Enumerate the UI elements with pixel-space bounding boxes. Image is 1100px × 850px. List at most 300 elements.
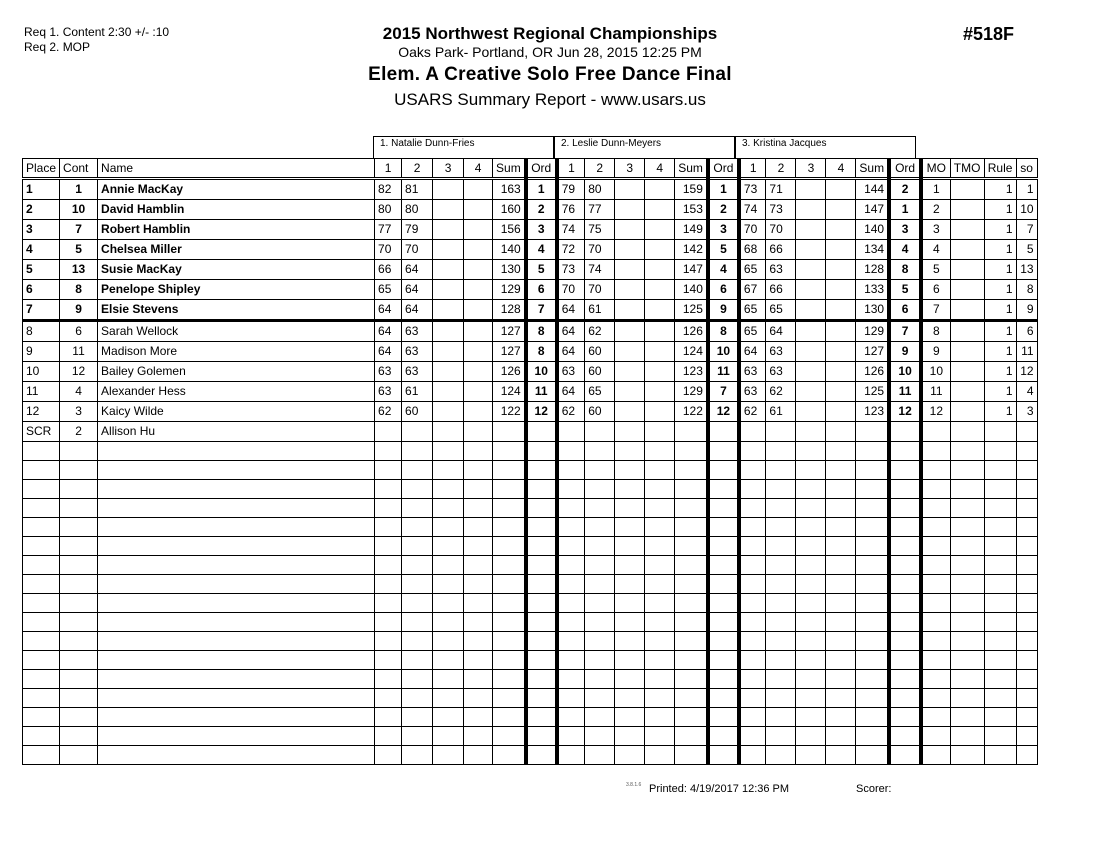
judge1-sum-cell: 140 [493,240,526,260]
judge3-sum-cell: 129 [856,321,889,342]
contestant-number-cell [60,632,98,651]
judge1-score1-cell [375,461,402,480]
judge2-score3-cell [615,300,645,321]
judge1-sum-cell [493,556,526,575]
tmo-cell [950,402,984,422]
place-cell [23,575,60,594]
judge1-ordinal-cell: 12 [526,402,557,422]
judge3-score2-cell: 65 [766,300,796,321]
judge3-score3-cell [796,689,826,708]
tmo-cell [950,240,984,260]
so-cell [1016,708,1037,727]
tmo-cell [950,280,984,300]
judge3-score4-cell [826,575,856,594]
judge1-sum-cell: 124 [493,382,526,402]
judge2-score1-cell: 72 [557,240,585,260]
place-cell [23,537,60,556]
judge1-ordinal-cell [526,575,557,594]
skater-name-cell [98,632,375,651]
place-cell [23,632,60,651]
judge3-sum-cell: 140 [856,220,889,240]
judge3-sum-cell [856,442,889,461]
judge3-score1-cell [739,708,766,727]
mo-cell [921,727,950,746]
judge3-score1-cell [739,537,766,556]
contestant-number-cell [60,746,98,765]
judge2-score4-cell [645,342,675,362]
judge1-score4-cell [464,422,493,442]
mo-cell [921,632,950,651]
judge2-score1-cell: 63 [557,362,585,382]
judge3-score1-cell: 73 [739,179,766,200]
judge2-sum-cell [675,632,708,651]
judge2-sum-cell: 126 [675,321,708,342]
rule-cell [984,613,1016,632]
tmo-cell [950,260,984,280]
judge1-score2-cell: 64 [402,300,433,321]
judge1-score1-cell [375,613,402,632]
place-cell: 8 [23,321,60,342]
judge3-sum-cell [856,727,889,746]
judge1-score4-cell [464,362,493,382]
judge1-ordinal-cell: 4 [526,240,557,260]
judge3-ordinal-cell: 1 [889,200,921,220]
judge3-sum-cell [856,670,889,689]
rule-cell [984,575,1016,594]
judge2-ordinal-cell: 4 [708,260,739,280]
skater-name-cell: Penelope Shipley [98,280,375,300]
judge2-score3-cell [615,442,645,461]
so-cell [1016,575,1037,594]
place-cell [23,651,60,670]
judge2-score3-cell [615,362,645,382]
judge2-score2-cell [585,746,615,765]
tmo-cell [950,179,984,200]
event-title: Elem. A Creative Solo Free Dance Final [368,64,732,85]
mo-cell [921,480,950,499]
judge3-sum-cell [856,518,889,537]
place-cell: 12 [23,402,60,422]
judge1-sum-cell [493,613,526,632]
judge3-score1-cell: 65 [739,321,766,342]
judge3-score2-cell [766,594,796,613]
judge2-score2-cell: 80 [585,179,615,200]
judge1-score2-cell [402,651,433,670]
judge1-score2-cell: 70 [402,240,433,260]
judge3-score1-cell: 63 [739,362,766,382]
judge1-ordinal-cell [526,422,557,442]
judge1-ordinal-cell [526,442,557,461]
judge1-score4-cell [464,670,493,689]
skater-name-cell: Allison Hu [98,422,375,442]
judge3-ordinal-cell [889,556,921,575]
header-judge2-col5: Sum [675,159,708,179]
table-row [23,689,1038,708]
judge3-ordinal-cell [889,613,921,632]
judge2-score1-cell [557,727,585,746]
judge2-ordinal-cell [708,727,739,746]
so-cell: 11 [1016,342,1037,362]
judge3-score3-cell [796,382,826,402]
table-row [23,651,1038,670]
skater-name-cell: Annie MacKay [98,179,375,200]
judge1-score1-cell: 64 [375,342,402,362]
judge1-sum-cell [493,632,526,651]
judge2-score2-cell [585,422,615,442]
mo-cell [921,746,950,765]
judge3-score3-cell [796,575,826,594]
judge1-score1-cell [375,442,402,461]
judge1-score2-cell [402,499,433,518]
judge2-score1-cell [557,422,585,442]
table-row [23,179,1038,200]
judge1-ordinal-cell [526,499,557,518]
skater-name-cell [98,480,375,499]
column-header-row [23,159,1038,179]
so-cell [1016,537,1037,556]
table-row [23,480,1038,499]
judge2-score4-cell [645,321,675,342]
judge2-score4-cell [645,480,675,499]
judge3-score4-cell [826,499,856,518]
judge2-score3-cell [615,342,645,362]
judge3-score4-cell [826,727,856,746]
judge1-score3-cell [433,260,464,280]
judge1-sum-cell: 127 [493,342,526,362]
judge2-ordinal-cell [708,442,739,461]
judge-2-header: 2. Leslie Dunn-Meyers [554,136,735,158]
judge1-score3-cell [433,220,464,240]
judge1-score1-cell: 82 [375,179,402,200]
judge2-score3-cell [615,200,645,220]
tmo-cell [950,362,984,382]
so-cell [1016,746,1037,765]
judge1-ordinal-cell [526,651,557,670]
judge1-score3-cell [433,321,464,342]
judge2-score2-cell [585,670,615,689]
mo-cell [921,613,950,632]
judge3-score4-cell [826,422,856,442]
skater-name-cell: Elsie Stevens [98,300,375,321]
judge2-score3-cell [615,746,645,765]
judge1-sum-cell [493,480,526,499]
judge2-ordinal-cell: 2 [708,200,739,220]
judge1-score1-cell: 70 [375,240,402,260]
judge1-score3-cell [433,300,464,321]
judge2-score4-cell [645,280,675,300]
judge3-score4-cell [826,746,856,765]
judge2-sum-cell [675,689,708,708]
skater-name-cell: Kaicy Wilde [98,402,375,422]
judge2-ordinal-cell: 11 [708,362,739,382]
judge2-sum-cell: 123 [675,362,708,382]
judge2-score2-cell: 77 [585,200,615,220]
rule-cell: 1 [984,300,1016,321]
judge2-score4-cell [645,632,675,651]
judge2-ordinal-cell: 7 [708,382,739,402]
judge3-score4-cell [826,442,856,461]
skater-name-cell: David Hamblin [98,200,375,220]
judge3-score1-cell: 65 [739,260,766,280]
judge3-score2-cell: 71 [766,179,796,200]
skater-name-cell [98,594,375,613]
judge3-score3-cell [796,300,826,321]
scorer-label: Scorer: [856,783,892,795]
judge2-score4-cell [645,499,675,518]
judge3-sum-cell: 130 [856,300,889,321]
rule-cell [984,537,1016,556]
event-number: #518F [963,24,1015,44]
skater-name-cell [98,499,375,518]
judge3-score4-cell [826,342,856,362]
judge2-score3-cell [615,499,645,518]
place-cell: 1 [23,179,60,200]
judge2-score2-cell: 75 [585,220,615,240]
judge1-sum-cell [493,746,526,765]
judge2-score1-cell [557,499,585,518]
judge3-ordinal-cell [889,442,921,461]
judge3-score1-cell [739,556,766,575]
judge3-score1-cell [739,613,766,632]
contestant-number-cell: 11 [60,342,98,362]
place-cell [23,461,60,480]
table-row [23,632,1038,651]
judge2-score2-cell [585,613,615,632]
judge1-score1-cell [375,689,402,708]
judge1-ordinal-cell: 10 [526,362,557,382]
judge3-score3-cell [796,708,826,727]
judge1-sum-cell: 129 [493,280,526,300]
contestant-number-cell: 10 [60,200,98,220]
judge2-score4-cell [645,402,675,422]
judge1-ordinal-cell: 8 [526,321,557,342]
judge1-score3-cell [433,442,464,461]
judge1-score4-cell [464,575,493,594]
judge3-sum-cell: 125 [856,382,889,402]
contestant-number-cell [60,689,98,708]
judge1-score1-cell: 65 [375,280,402,300]
judge2-sum-cell [675,594,708,613]
judge1-score4-cell [464,402,493,422]
judge3-score1-cell: 68 [739,240,766,260]
header-tmo: TMO [950,159,984,179]
header-place: Place [23,159,60,179]
judge2-sum-cell [675,442,708,461]
judge1-ordinal-cell: 3 [526,220,557,240]
judge2-score1-cell [557,613,585,632]
tmo-cell [950,670,984,689]
tmo-cell [950,727,984,746]
skater-name-cell [98,670,375,689]
judge2-sum-cell [675,556,708,575]
judge3-sum-cell [856,575,889,594]
table-row [23,240,1038,260]
judge3-sum-cell: 134 [856,240,889,260]
judge2-score4-cell [645,300,675,321]
rule-cell: 1 [984,200,1016,220]
judge3-ordinal-cell: 4 [889,240,921,260]
judge2-score4-cell [645,362,675,382]
tmo-cell [950,746,984,765]
judge3-score2-cell: 63 [766,362,796,382]
judge2-score1-cell [557,632,585,651]
judge1-score2-cell [402,575,433,594]
judge3-score1-cell [739,689,766,708]
judge1-score3-cell [433,537,464,556]
place-cell: 9 [23,342,60,362]
table-row [23,537,1038,556]
tmo-cell [950,499,984,518]
contestant-number-cell: 9 [60,300,98,321]
place-cell [23,442,60,461]
header-judge3-col4: 4 [826,159,856,179]
mo-cell: 7 [921,300,950,321]
judge3-score1-cell [739,746,766,765]
judge3-score4-cell [826,594,856,613]
judge2-sum-cell [675,746,708,765]
judge3-score3-cell [796,632,826,651]
mo-cell [921,708,950,727]
judge1-ordinal-cell [526,746,557,765]
mo-cell [921,556,950,575]
judge1-score4-cell [464,461,493,480]
so-cell [1016,727,1037,746]
mo-cell: 9 [921,342,950,362]
contestant-number-cell [60,518,98,537]
judge3-sum-cell: 147 [856,200,889,220]
header-judge1-col1: 1 [375,159,402,179]
judge3-score2-cell [766,632,796,651]
judge1-score2-cell [402,461,433,480]
judge1-sum-cell [493,442,526,461]
mo-cell [921,499,950,518]
judge1-score2-cell [402,556,433,575]
header-judge3-col3: 3 [796,159,826,179]
judge3-sum-cell [856,651,889,670]
judge1-score4-cell [464,499,493,518]
table-row [23,402,1038,422]
judge3-score4-cell [826,613,856,632]
table-row [23,342,1038,362]
judge2-sum-cell: 122 [675,402,708,422]
judge2-ordinal-cell [708,518,739,537]
judge3-score4-cell [826,480,856,499]
so-cell [1016,651,1037,670]
judge2-ordinal-cell [708,480,739,499]
judge1-score1-cell [375,670,402,689]
rule-cell: 1 [984,280,1016,300]
judge3-score2-cell [766,708,796,727]
judge1-score3-cell [433,179,464,200]
contestant-number-cell: 1 [60,179,98,200]
judge1-score4-cell [464,708,493,727]
judge3-score2-cell [766,689,796,708]
so-cell [1016,689,1037,708]
judge2-score1-cell [557,461,585,480]
tmo-cell [950,200,984,220]
judge1-ordinal-cell: 6 [526,280,557,300]
judge2-score3-cell [615,321,645,342]
judge3-score2-cell [766,461,796,480]
tmo-cell [950,461,984,480]
judge1-score3-cell [433,280,464,300]
mo-cell: 10 [921,362,950,382]
judge-1-header: 1. Natalie Dunn-Fries [373,136,554,158]
rule-cell: 1 [984,179,1016,200]
so-cell [1016,670,1037,689]
contestant-number-cell [60,461,98,480]
table-row [23,200,1038,220]
judge3-score4-cell [826,260,856,280]
header-rule: Rule [984,159,1016,179]
judge3-score1-cell [739,442,766,461]
table-row [23,708,1038,727]
judge2-ordinal-cell [708,746,739,765]
judge2-ordinal-cell [708,461,739,480]
judge2-score4-cell [645,200,675,220]
judge3-score3-cell [796,556,826,575]
mo-cell: 11 [921,382,950,402]
judge1-score4-cell [464,689,493,708]
judge2-score2-cell: 60 [585,402,615,422]
so-cell [1016,480,1037,499]
judge3-score3-cell [796,220,826,240]
judge3-ordinal-cell [889,670,921,689]
skater-name-cell [98,461,375,480]
judge2-score1-cell [557,746,585,765]
judge1-score4-cell [464,179,493,200]
judge1-score4-cell [464,480,493,499]
judge3-score3-cell [796,200,826,220]
judge1-sum-cell [493,537,526,556]
judge2-score4-cell [645,260,675,280]
contestant-number-cell: 3 [60,402,98,422]
rule-cell: 1 [984,220,1016,240]
contestant-number-cell [60,442,98,461]
judge1-ordinal-cell: 5 [526,260,557,280]
judge2-sum-cell: 153 [675,200,708,220]
judge3-score4-cell [826,518,856,537]
judge2-score1-cell [557,708,585,727]
judge1-score1-cell [375,727,402,746]
tmo-cell [950,342,984,362]
judge1-score4-cell [464,200,493,220]
contestant-number-cell: 5 [60,240,98,260]
judge2-score2-cell [585,537,615,556]
judge3-score2-cell [766,670,796,689]
so-cell: 3 [1016,402,1037,422]
tmo-cell [950,556,984,575]
judge2-score2-cell [585,727,615,746]
judge1-score1-cell [375,537,402,556]
table-row [23,518,1038,537]
place-cell: 4 [23,240,60,260]
skater-name-cell [98,727,375,746]
judge2-sum-cell [675,727,708,746]
judge3-score3-cell [796,746,826,765]
judge1-sum-cell [493,708,526,727]
judge1-score3-cell [433,670,464,689]
judge3-sum-cell [856,746,889,765]
judge2-ordinal-cell: 1 [708,179,739,200]
judge1-score3-cell [433,422,464,442]
judge3-score4-cell [826,382,856,402]
judge3-sum-cell [856,499,889,518]
judge1-sum-cell: 127 [493,321,526,342]
judge3-score1-cell [739,422,766,442]
judge3-ordinal-cell: 5 [889,280,921,300]
rule-cell [984,746,1016,765]
